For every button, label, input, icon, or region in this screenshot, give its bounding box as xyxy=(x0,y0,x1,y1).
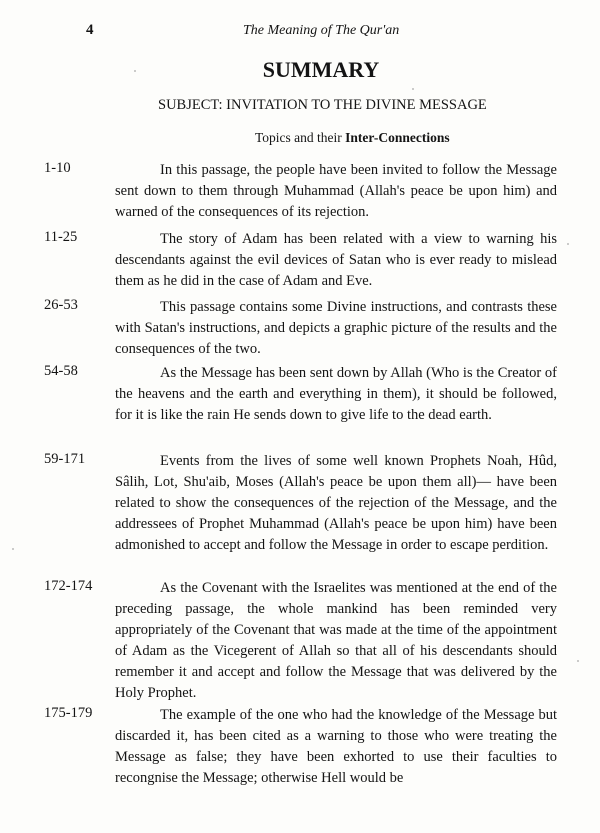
page-header xyxy=(0,22,600,42)
section-text: The example of the one who had the knowledge of the Message but discarded it, has been cited as a warning to those who were treating the Message as false; they have been exhorted to use their faculties to recongnise the Message; otherwise Hell would be xyxy=(115,707,557,786)
section-text: This passage contains some Divine instructions, and contrasts these with Satan's instructions, and depicts a graphic picture of the results and the consequences of the two. xyxy=(115,299,557,357)
page-title: SUMMARY xyxy=(262,57,380,82)
verse-reference: 1-10 xyxy=(44,160,71,176)
section-text: As the Covenant with the Israelites was mentioned at the end of the preceding passage, the whole mankind has been reminded very appropriately of the Covenant that was made at the time of the appointment of Adam as the Vicegerent of Allah so that all of his descendants should remember it and accept and follow the Message that was delivered by the Holy Prophet. xyxy=(115,580,557,701)
page-number: 4 xyxy=(86,22,94,38)
scan-speck xyxy=(567,243,569,245)
verse-reference: 172-174 xyxy=(44,578,93,594)
section-text: The story of Adam has been related with a view to warning his descendants against the evil devices of Satan who is ever ready to mislead them as he did in the case of Adam and Eve. xyxy=(115,231,557,289)
scan-speck xyxy=(134,70,136,72)
scan-speck xyxy=(12,548,14,550)
section-text: Events from the lives of some well known Prophets Noah, Hûd, Sâlih, Lot, Shu'aib, Moses (Allah's peace be upon them all)— have been related to show the consequences of the rejection of the Message, and the addressees of Prophet Muhammad (Allah's peace be upon him) have been admonished to accept and follow the Message in order to escape perdition. xyxy=(115,453,557,553)
topics-bold: Inter-Connections xyxy=(345,130,450,145)
scan-speck xyxy=(577,660,579,662)
verse-reference: 175-179 xyxy=(44,705,93,721)
verse-reference: 54-58 xyxy=(44,363,78,379)
topics-heading xyxy=(255,130,450,146)
topics-prefix: Topics and their xyxy=(255,130,346,145)
scan-speck xyxy=(412,88,414,90)
verse-reference: 11-25 xyxy=(44,229,78,245)
section-text: As the Message has been sent down by Allah (Who is the Creator of the heavens and the earth and everything in them), it should be followed, for it is like the rain He sends down to give life to the dead earth. xyxy=(115,365,557,423)
subject-heading: SUBJECT: INVITATION TO THE DIVINE MESSAGE xyxy=(158,97,487,113)
verse-reference: 26-53 xyxy=(44,297,78,313)
running-title: The Meaning of The Qur'an xyxy=(243,23,400,38)
section-text: In this passage, the people have been invited to follow the Message sent down to them through Muhammad (Allah's peace be upon him) and warned of the consequences of its rejection. xyxy=(115,162,557,220)
verse-reference: 59-171 xyxy=(44,451,86,467)
